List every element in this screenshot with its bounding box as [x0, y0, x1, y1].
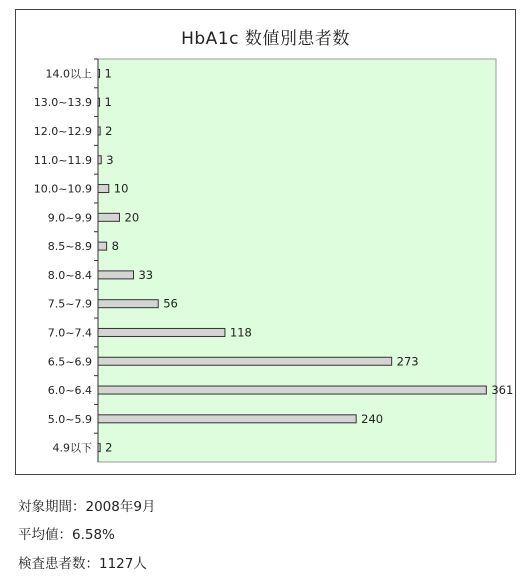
category-label: 7.0~7.4 [47, 326, 92, 340]
data-label: 8 [111, 239, 119, 254]
bar [98, 415, 356, 423]
category-label: 7.5~7.9 [47, 297, 92, 311]
category-label: 14.0以上 [45, 67, 92, 81]
data-label: 56 [163, 296, 178, 311]
bar [98, 185, 109, 193]
category-label: 9.0~9.9 [47, 211, 92, 225]
bar [98, 242, 107, 250]
category-label: 11.0~11.9 [33, 153, 92, 167]
bar [98, 300, 158, 308]
data-label: 2 [105, 440, 113, 455]
category-label: 6.0~6.4 [47, 384, 92, 398]
bar [98, 444, 100, 452]
bar [98, 328, 225, 336]
bar [98, 98, 100, 106]
data-label: 1 [104, 95, 112, 110]
bar [98, 213, 120, 221]
data-label: 1 [104, 66, 112, 81]
bar [98, 69, 100, 77]
bar [98, 357, 392, 365]
data-label: 361 [491, 383, 514, 398]
period-note: 対象期間：2008年9月 [18, 499, 156, 515]
category-label: 8.5~8.9 [47, 240, 92, 254]
plot-area [98, 59, 496, 462]
bar [98, 127, 100, 135]
data-label: 2 [105, 123, 113, 138]
average-note: 平均値：6.58% [18, 527, 115, 543]
data-label: 240 [361, 411, 384, 426]
bar [98, 271, 133, 279]
category-label: 13.0~13.9 [33, 96, 92, 110]
data-label: 3 [106, 152, 114, 167]
data-label: 10 [113, 181, 129, 196]
category-label: 4.9以下 [52, 441, 92, 455]
data-label: 33 [138, 267, 154, 282]
patients-note: 検査患者数：1127人 [18, 556, 147, 572]
bar [98, 156, 101, 164]
category-label: 6.5~6.9 [47, 355, 92, 369]
data-label: 118 [229, 325, 252, 340]
data-label: 273 [396, 354, 419, 369]
chart-title: HbA1c 数値別患者数 [181, 29, 350, 49]
bar [98, 386, 486, 394]
category-label: 8.0~8.4 [47, 268, 92, 282]
category-label: 12.0~12.9 [33, 124, 92, 138]
data-label: 20 [124, 210, 140, 225]
category-label: 5.0~5.9 [47, 412, 92, 426]
category-label: 10.0~10.9 [33, 182, 92, 196]
